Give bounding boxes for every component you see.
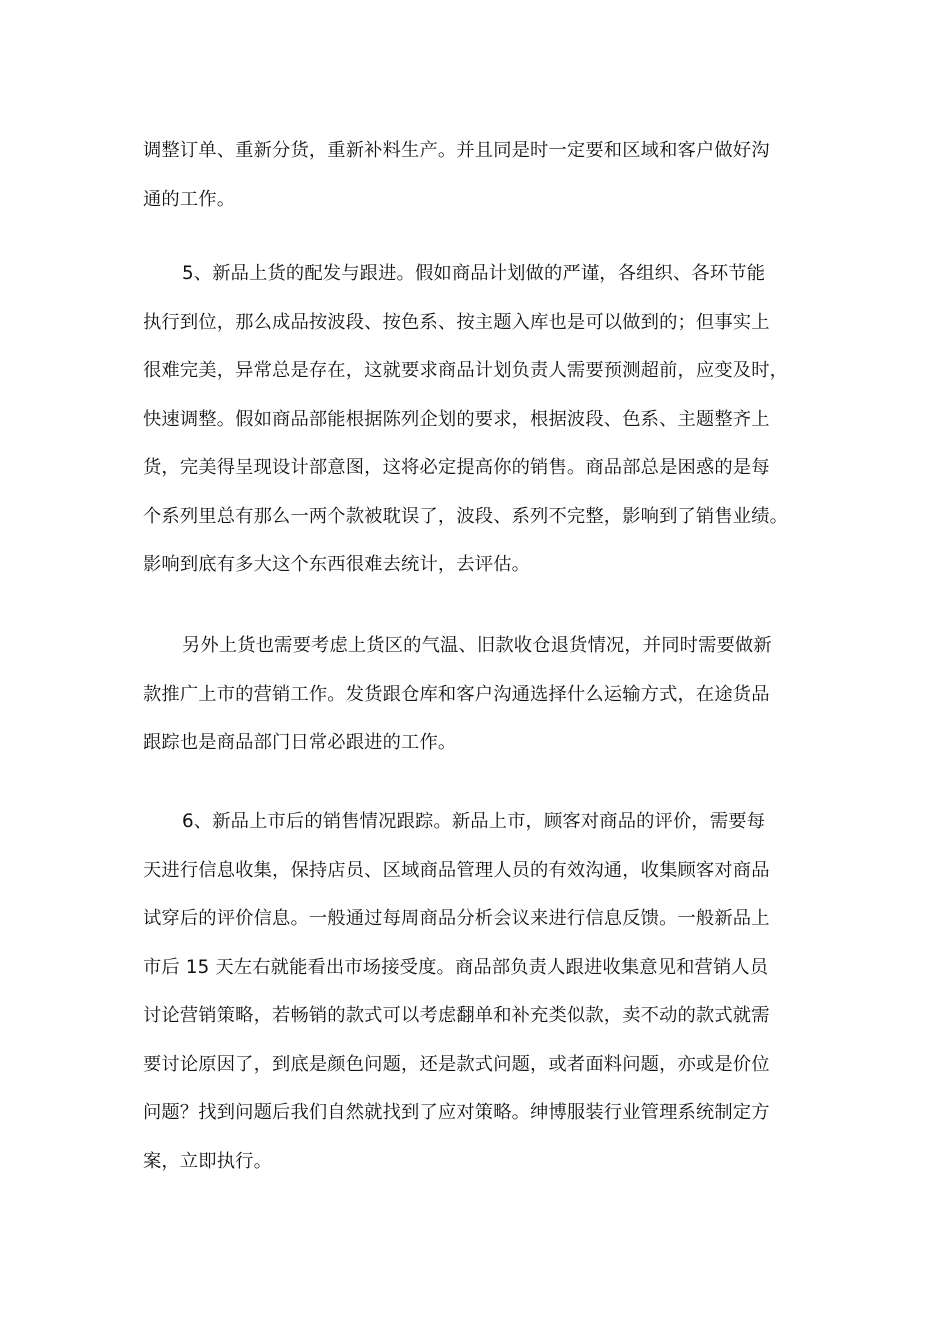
text-line: 个系列里总有那么一两个款被耽误了，波段、系列不完整，影响到了销售业绩。 [143, 505, 789, 527]
paragraph-new-product-distribution [143, 250, 805, 590]
text-line: 问题？找到问题后我们自然就找到了应对策略。绅博服装行业管理系统制定方 [143, 1102, 770, 1123]
text-line: 6、新品上市后的销售情况跟踪。新品上市，顾客对商品的评价，需要每 [182, 811, 766, 832]
text-line: 跟踪也是商品部门日常必跟进的工作。 [143, 732, 457, 753]
text-line: 案，立即执行。 [143, 1150, 273, 1172]
paragraph-adjust-orders [143, 127, 805, 224]
text-line: 款推广上市的营销工作。发货跟仓库和客户沟通选择什么运输方式，在途货品 [143, 683, 770, 705]
text-line: 5、新品上货的配发与跟进。假如商品计划做的严谨，各组织、各环节能 [182, 263, 766, 284]
text-line: 试穿后的评价信息。一般通过每周商品分析会议来进行信息反馈。一般新品上 [143, 908, 770, 929]
text-line: 执行到位，那么成品按波段、按色系、按主题入库也是可以做到的；但事实上 [143, 311, 770, 333]
paragraph-sales-tracking [143, 798, 805, 1186]
text-line: 通的工作。 [143, 188, 236, 210]
text-line: 很难完美，异常总是存在，这就要求商品计划负责人需要预测超前，应变及时， [143, 360, 789, 381]
text-line: 另外上货也需要考虑上货区的气温、旧款收仓退货情况，并同时需要做新 [182, 635, 772, 656]
text-line: 快速调整。假如商品部能根据陈列企划的要求，根据波段、色系、主题整齐上 [143, 408, 770, 430]
text-line: 货，完美得呈现设计部意图，这将必定提高你的销售。商品部总是困惑的是每 [143, 457, 770, 478]
text-line: 讨论营销策略，若畅销的款式可以考虑翻单和补充类似款，卖不动的款式就需 [143, 1005, 770, 1026]
text-line: 影响到底有多大这个东西很难去统计，去评估。 [143, 554, 531, 575]
text-line: 要讨论原因了，到底是颜色问题，还是款式问题，或者面料问题，亦或是价位 [143, 1053, 770, 1075]
text-line: 市后 15 天左右就能看出市场接受度。商品部负责人跟进收集意见和营销人员 [143, 956, 769, 978]
text-line: 调整订单、重新分货，重新补料生产。并且同是时一定要和区域和客户做好沟 [143, 140, 770, 161]
text-line: 天进行信息收集，保持店员、区域商品管理人员的有效沟通，收集顾客对商品 [143, 859, 770, 881]
paragraph-shipping-considerations [143, 622, 805, 768]
